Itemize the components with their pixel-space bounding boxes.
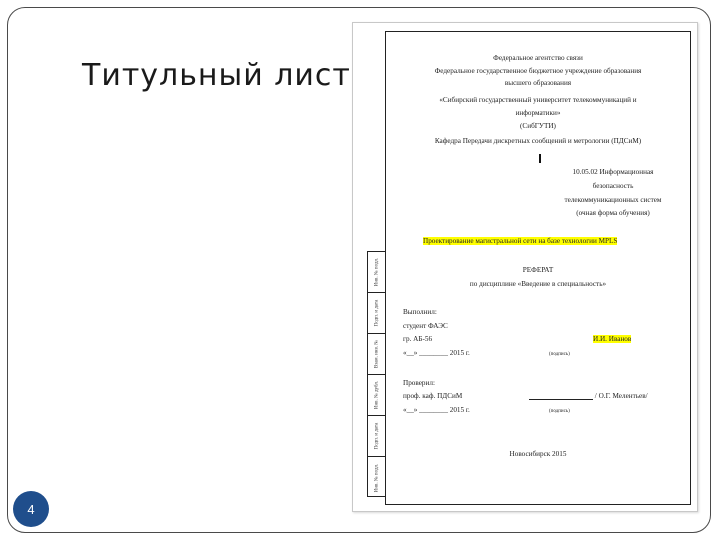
stamp-cell: Подп. и дата [368,416,385,457]
checker-signature: / О.Г. Мелентьев/ [529,393,648,400]
performer-sign-caption: (подпись) [549,352,570,357]
discipline-line: по дисциплине «Введение в специальность» [469,280,607,288]
document-type: РЕФЕРАТ [522,266,554,274]
stamp-cell: Инв. № подл. [368,252,385,293]
header-line: Федеральное государственное бюджетное учреждение образования [434,67,642,75]
stamp-cell: Инв. № подл. [374,463,379,492]
performer-line: студент ФАЭС [403,322,448,330]
side-stamp [367,251,385,497]
header-line: (СибГУТИ) [520,122,556,130]
specialty-line: безопасность [592,182,634,190]
stamp-cell: Инв. № дубл. [368,375,385,416]
performer-name: И.И. Иванов [593,335,632,343]
specialty-line: (очная форма обучения) [576,209,650,217]
performer-group: гр. АБ-56 [403,335,433,343]
checker-date: «__» ________ 2015 г. [403,406,470,414]
title-page-image [352,22,698,512]
page-number-badge: 4 [13,491,49,527]
text-cursor [539,154,541,163]
checker-sign-caption: (подпись) [549,409,570,414]
specialty-line: 10.05.02 Информационная [572,168,654,176]
slide-title: Титульный лист [82,58,351,93]
header-line: «Сибирский государственный университет телекоммуникаций и [439,96,637,104]
department-line: Кафедра Передачи дискретных сообщений и метрологии (ПДСиМ) [434,137,642,145]
performer-label: Выполнил: [403,308,437,316]
city-year: Новосибирск 2015 [509,450,567,458]
header-line: Федеральное агентство связи [493,54,583,62]
performer-date: «__» ________ 2015 г. [403,349,470,357]
stamp-cell: Взам. инв. № [368,334,385,375]
checker-label: Проверил: [403,379,435,387]
specialty-line: телекоммуникационных систем [564,196,662,204]
header-line: высшего образования [504,79,572,87]
stamp-cell: Подп. и дата [368,293,385,334]
header-line: информатики» [515,109,561,117]
topic-line: Проектирование магистральной сети на базе технологии MPLS [423,237,618,245]
checker-line: проф. каф. ПДСиМ [403,392,463,400]
